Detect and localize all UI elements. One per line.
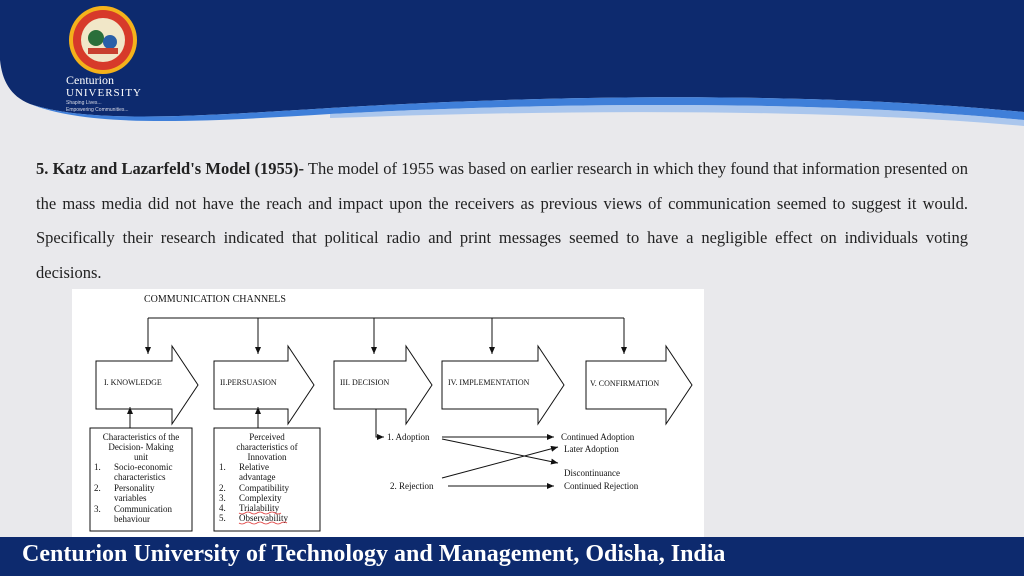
continued-adoption-label: Continued Adoption	[561, 432, 635, 442]
box1-item-text: Communication	[114, 504, 172, 514]
box1-item-number: 1.	[94, 462, 101, 472]
box2-title-line: characteristics of	[236, 442, 298, 452]
discontinuance-label: Discontinuance	[564, 468, 620, 478]
stage-label: I. KNOWLEDGE	[104, 378, 162, 387]
body-paragraph	[36, 152, 968, 290]
box2-title-line: Perceived	[249, 432, 285, 442]
model-heading: 5. Katz and Lazarfeld's Model (1955)-	[36, 159, 305, 178]
stage-label: II.PERSUASION	[220, 378, 277, 387]
innovation-diffusion-diagram	[72, 289, 704, 537]
box2-item-number: 2.	[219, 483, 226, 493]
box2-item-number: 4.	[219, 503, 226, 513]
stage-label: IV. IMPLEMENTATION	[448, 378, 530, 387]
box2-title-line: Innovation	[247, 452, 287, 462]
university-name-line1: Centurion	[66, 73, 114, 87]
box2-item-text: Compatibility	[239, 483, 290, 493]
footer-text: Centurion University of Technology and Management, Odisha, India	[22, 541, 726, 567]
tagline-2: Empowering Communities...	[66, 107, 129, 113]
box1-item-number: 2.	[94, 483, 101, 493]
box2-item-text: Complexity	[239, 493, 282, 503]
box1-item-text: behaviour	[114, 514, 150, 524]
box1-title-line: unit	[133, 452, 149, 462]
box2-item-number: 3.	[219, 493, 226, 503]
box1-title-line: Decision- Making	[108, 442, 174, 452]
later-adoption-label: Later Adoption	[564, 444, 619, 454]
box2-item-number: 5.	[219, 513, 226, 523]
channels-label: COMMUNICATION CHANNELS	[144, 294, 286, 305]
box2-item-number: 1.	[219, 462, 226, 472]
box1-item-text: Socio-economic	[114, 462, 173, 472]
stage-label: V. CONFIRMATION	[590, 379, 660, 388]
box1-item-number: 3.	[94, 504, 101, 514]
header-banner	[0, 0, 1024, 150]
box1-title-line: Characteristics of the	[102, 432, 180, 442]
footer-bar	[0, 537, 1024, 576]
tagline-1: Shaping Lives...	[66, 100, 102, 106]
rejection-label: 2. Rejection	[390, 481, 434, 491]
box2-item-text: advantage	[239, 472, 276, 482]
box2-item-text: Trialability	[239, 503, 280, 513]
box2-item-text: Observability	[239, 513, 288, 523]
box1-item-text: variables	[114, 493, 147, 503]
box2-item-text: Relative	[239, 462, 269, 472]
adoption-label: 1. Adoption	[387, 432, 430, 442]
stage-label: III. DECISION	[340, 378, 390, 387]
continued-rejection-label: Continued Rejection	[564, 481, 639, 491]
box1-item-text: Personality	[114, 483, 155, 493]
model-description: The model of 1955 was based on earlier research in which they found that information presented on the mass media did not have the reach and impact upon the receivers as previous views of communication seemed to suggest it would. Specifically their research indicated that political radio and print messages seemed to have a negligible effect on individuals voting decisions.	[36, 159, 968, 282]
university-name-line2: UNIVERSITY	[66, 87, 142, 99]
box1-item-text: characteristics	[114, 472, 166, 482]
